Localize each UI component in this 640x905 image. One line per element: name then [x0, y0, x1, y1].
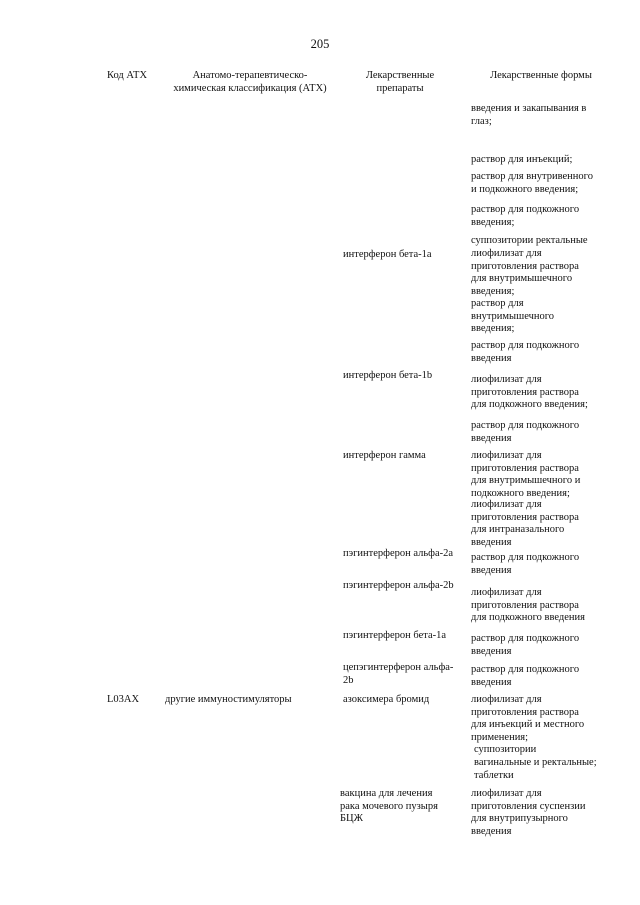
dosage-form: раствор для подкожного введения; — [471, 204, 580, 228]
dosage-form: суппозитории вагинальные и ректальные; — [474, 744, 597, 768]
dosage-form: раствор для подкожного введения — [471, 664, 580, 688]
dosage-form: раствор для внутривенного и подкожного введения; — [471, 171, 593, 195]
drug-name: пэгинтерферон альфа-2b — [343, 580, 454, 591]
atc-class-name: другие иммуностимуляторы — [165, 694, 292, 705]
dosage-form: суппозитории ректальные — [471, 235, 588, 246]
column-header-atc: Анатомо-терапевтическо- химическая классификация (АТХ) — [173, 70, 327, 94]
dosage-form: раствор для инъекций; — [471, 154, 573, 165]
dosage-form: введения и закапывания в глаз; — [471, 103, 587, 127]
drug-name: интерферон гамма — [343, 450, 426, 461]
dosage-form: лиофилизат для приготовления раствора для инъекций и местного применения; — [471, 694, 585, 743]
drug-name: цепэгинтерферон альфа- 2b — [343, 662, 454, 686]
column-header-drugs: Лекарственные препараты — [365, 70, 435, 94]
dosage-form: раствор для подкожного введения — [471, 552, 580, 576]
drug-name: пэгинтерферон альфа-2a — [343, 548, 454, 559]
drug-name: интерферон бета-1a — [343, 249, 432, 260]
drug-name: азоксимера бромид — [343, 694, 430, 705]
dosage-form: раствор для внутримышечного введения; — [471, 298, 555, 335]
drug-name: вакцина для лечения рака мочевого пузыря БЦЖ — [340, 788, 438, 825]
dosage-form: лиофилизат для приготовления раствора для подкожного введения — [471, 587, 585, 624]
drug-name: интерферон бета-1b — [343, 370, 433, 381]
dosage-form: раствор для подкожного введения — [471, 340, 580, 364]
dosage-form: раствор для подкожного введения — [471, 420, 580, 444]
dosage-form: раствор для подкожного введения — [471, 633, 580, 657]
dosage-form: лиофилизат для приготовления суспензии для внутрипузырного введения — [471, 788, 586, 837]
dosage-form: лиофилизат для приготовления раствора для интраназального введения — [471, 499, 579, 548]
column-header-code: Код АТХ — [106, 70, 148, 81]
dosage-form: лиофилизат для приготовления раствора для внутримышечного и подкожного введения; — [471, 450, 581, 499]
dosage-form: таблетки — [474, 770, 514, 781]
dosage-form: лиофилизат для приготовления раствора для подкожного введения; — [471, 374, 588, 411]
column-header-forms: Лекарственные формы — [490, 70, 592, 81]
drug-name: пэгинтерферон бета-1a — [343, 630, 447, 641]
atc-code: L03AX — [107, 694, 140, 705]
page-number: 205 — [310, 37, 330, 51]
dosage-form: лиофилизат для приготовления раствора для внутримышечного введения; — [471, 248, 579, 297]
